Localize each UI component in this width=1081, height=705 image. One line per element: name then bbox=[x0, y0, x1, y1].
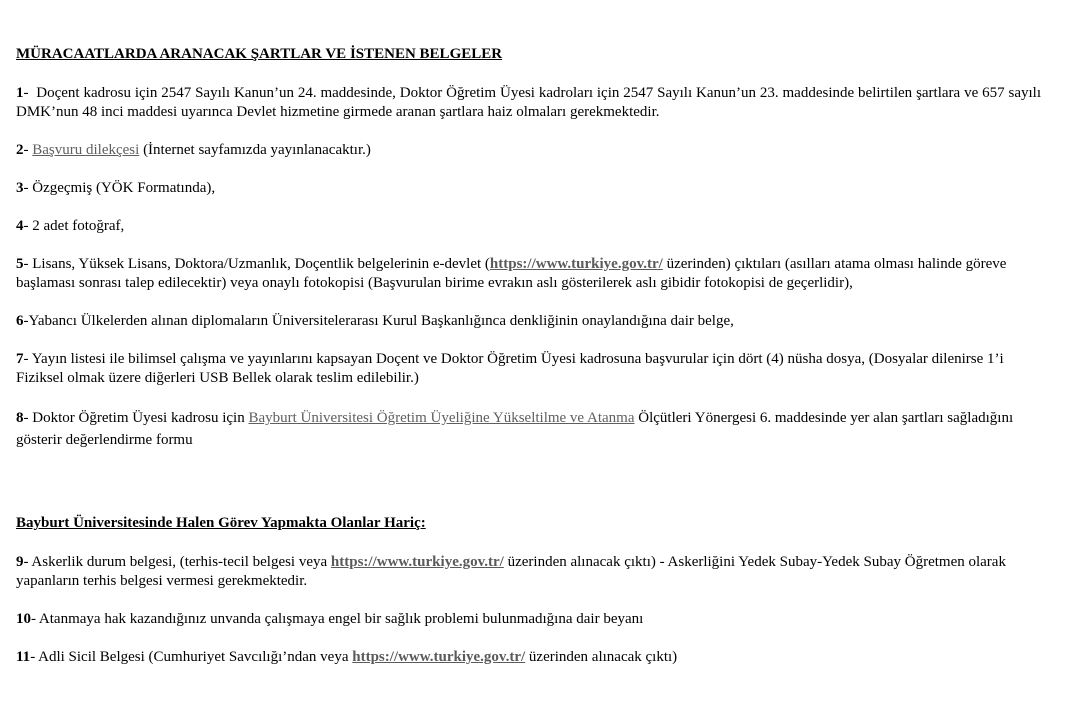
item-separator: - bbox=[23, 85, 37, 101]
item-separator: - bbox=[23, 554, 32, 570]
item-text: üzerinden alınacak çıktı) bbox=[525, 649, 678, 665]
item-text: Doktor Öğretim Üyesi kadrosu için bbox=[32, 410, 249, 426]
section-heading-requirements: MÜRACAATLARDA ARANACAK ŞARTLAR VE İSTENEN BELGELER bbox=[16, 46, 503, 62]
item-separator: - bbox=[23, 313, 29, 329]
list-item-7 bbox=[16, 350, 1041, 388]
item-separator: - bbox=[30, 649, 39, 665]
item-separator: - bbox=[23, 142, 33, 158]
item-text: Özgeçmiş (YÖK Formatında), bbox=[32, 180, 216, 196]
application-petition-link[interactable]: Başvuru dilekçesi bbox=[32, 142, 140, 158]
item-number: 9 bbox=[16, 554, 24, 570]
section-heading-exceptions: Bayburt Üniversitesinde Halen Görev Yapmakta Olanlar Hariç: bbox=[16, 515, 426, 531]
item-text: Yabancı Ülkelerden alınan diplomaların Üniversitelerarası Kurul Başkanlığınca denkliğinin onaylandığına dair belge, bbox=[28, 313, 734, 329]
list-item-1 bbox=[16, 84, 1041, 122]
item-number: 8 bbox=[16, 410, 24, 426]
item-text: 2 adet fotoğraf, bbox=[32, 218, 125, 234]
item-separator: - bbox=[23, 180, 33, 196]
item-text: Lisans, Yüksek Lisans, Doktora/Uzmanlık, Doçentlik belgelerinin e-devlet ( bbox=[32, 256, 490, 272]
list-item-4 bbox=[16, 217, 1041, 236]
list-item-6 bbox=[16, 312, 1041, 331]
item-text: üzerinden alınacak çıktı) - Askerliğini Yedek Subay-Yedek Subay Öğretmen olarak yapanların terhis belgesi vermesi gerekmektedir. bbox=[16, 554, 1006, 589]
item-text: üzerinden) çıktıları (asılları atama olması halinde göreve başlaması sonrası talep edilecektir) veya onaylı fotokopisi (Başvurulan birime evrakın aslı gösterilerek aslı gibidir fotokopisi de geçerlidir), bbox=[16, 256, 1007, 291]
document-body bbox=[16, 44, 1041, 686]
item-text: Doçent kadrosu için 2547 Sayılı Kanun’un 24. maddesinde, Doktor Öğretim Üyesi kadroları için 2547 Sayılı Kanun’un 23. maddesinde belirtilen şartlara ve 657 sayılı DMK’nun 48 inci maddesi uyarınca Devlet hizmetine girmede aranan şartlara haiz olmaları gerekmektedir. bbox=[16, 85, 1041, 120]
item-text: Ölçütleri Yönergesi 6. maddesinde yer alan şartları sağladığını gösterir değerlendirme formu bbox=[16, 410, 1014, 448]
turkiye-gov-link[interactable]: https://www.turkiye.gov.tr/ bbox=[352, 649, 526, 665]
item-separator: - bbox=[23, 351, 32, 367]
item-text: Askerlik durum belgesi, (terhis-tecil belgesi veya bbox=[31, 554, 331, 570]
turkiye-gov-link[interactable]: https://www.turkiye.gov.tr/ bbox=[489, 256, 663, 272]
item-text: Adli Sicil Belgesi (Cumhuriyet Savcılığı’ndan veya bbox=[38, 649, 353, 665]
list-item-9 bbox=[16, 553, 1041, 591]
turkiye-gov-link[interactable]: https://www.turkiye.gov.tr/ bbox=[330, 554, 504, 570]
item-text: Yayın listesi ile bilimsel çalışma ve yayınlarını kapsayan Doçent ve Doktor Öğretim Üyesi kadrosuna başvurular için dört (4) nüsha dosya, (Dosyalar dilenirse 1’i Fiziksel olmak üzere diğerleri USB Bellek olarak teslim edilebilir.) bbox=[16, 351, 1004, 386]
item-text: (İnternet sayfamızda yayınlanacaktır.) bbox=[139, 142, 371, 158]
item-number: 6 bbox=[16, 313, 24, 329]
item-number: 11 bbox=[16, 649, 31, 665]
list-item-11 bbox=[16, 648, 1041, 667]
list-item-10 bbox=[16, 610, 1041, 629]
item-separator: - bbox=[31, 611, 39, 627]
item-number: 10 bbox=[16, 611, 31, 627]
list-item-8 bbox=[16, 407, 1041, 451]
item-separator: - bbox=[23, 256, 33, 272]
item-number: 4 bbox=[16, 218, 24, 234]
list-item-3 bbox=[16, 179, 1041, 198]
list-item-2 bbox=[16, 141, 1041, 160]
list-item-5 bbox=[16, 255, 1041, 293]
item-separator: - bbox=[23, 410, 33, 426]
item-number: 3 bbox=[16, 180, 24, 196]
item-text: Atanmaya hak kazandığınız unvanda çalışmaya engel bir sağlık problemi bulunmadığına dair beyanı bbox=[38, 611, 644, 627]
promotion-directive-link[interactable]: Bayburt Üniversitesi Öğretim Üyeliğine Yükseltilme ve Atanma bbox=[248, 410, 635, 426]
item-separator: - bbox=[23, 218, 33, 234]
item-number: 1 bbox=[16, 85, 24, 101]
item-number: 7 bbox=[16, 351, 24, 367]
item-number: 2 bbox=[16, 142, 24, 158]
item-number: 5 bbox=[16, 256, 24, 272]
